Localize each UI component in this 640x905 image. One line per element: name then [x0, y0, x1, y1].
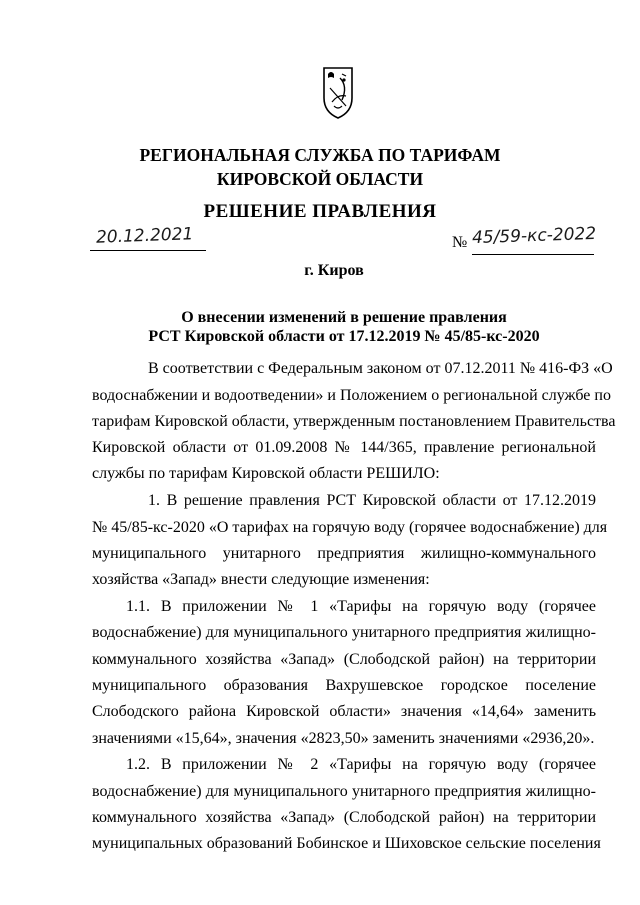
city: г. Киров [304, 262, 364, 279]
kirov-coat-of-arms-icon [320, 66, 356, 120]
body-line: тарифам Кировской области, утвержденным постановлением Правительства [92, 413, 616, 430]
date-underline [90, 250, 206, 251]
body-line: коммунального хозяйства «Запад» (Слободской район) на территории [92, 651, 596, 668]
body-line: № 45/85-кс-2020 «О тарифах на горячую воду (горячее водоснабжение) для [92, 519, 608, 536]
body-line: коммунального хозяйства «Запад» (Слободской район) на территории [92, 809, 596, 826]
organization-name [0, 143, 640, 191]
body-line: 1. В решение правления РСТ Кировской области от 17.12.2019 [148, 492, 596, 509]
body-line: водоснабжение) для муниципального унитарного предприятия жилищно- [92, 783, 596, 800]
subject-line-1: О внесении изменений в решение правления [181, 309, 507, 326]
number-underline [472, 254, 594, 255]
body-line: В соответствии с Федеральным законом от 07.12.2011 № 416-ФЗ «О [148, 360, 613, 377]
body-line: муниципального образования Вахрушевское городское поселение [92, 677, 596, 694]
body-line: 1.1. В приложении № 1 «Тарифы на горячую воду (горячее [126, 598, 596, 615]
body-line: Слободского района Кировской области» значения «14,64» заменить [92, 703, 596, 720]
org-line-2: КИРОВСКОЙ ОБЛАСТИ [216, 169, 424, 189]
body-line: водоснабжение) для муниципального унитарного предприятия жилищно- [92, 624, 596, 641]
subject-line-2: РСТ Кировской области от 17.12.2019 № 45/85-кс-2020 [148, 328, 540, 345]
decision-subject [0, 308, 640, 346]
document-title: РЕШЕНИЕ ПРАВЛЕНИЯ [203, 201, 437, 222]
body-line: муниципального унитарного предприятия жилищно-коммунального [92, 545, 596, 562]
body-line: значениями «15,64», значения «2823,50» заменить значениями «2936,20». [92, 730, 595, 747]
decision-date: 20.12.2021 [95, 224, 194, 248]
body-line: Кировской области от 01.09.2008 № 144/365, правление региональной [92, 439, 596, 456]
decision-number: 45/59-кс-2022 [471, 223, 597, 249]
body-line: муниципальных образований Бобинское и Шиховское сельские поселения [92, 835, 601, 852]
body-line: водоснабжении и водоотведении» и Положением о региональной службе по [92, 387, 611, 404]
org-line-1: РЕГИОНАЛЬНАЯ СЛУЖБА ПО ТАРИФАМ [139, 145, 501, 165]
body-line: хозяйства «Запад» внести следующие изменения: [92, 571, 430, 588]
number-sign: № [452, 234, 468, 251]
body-line: 1.2. В приложении № 2 «Тарифы на горячую воду (горячее [126, 756, 596, 773]
body-line: службы по тарифам Кировской области РЕШИЛО: [92, 465, 440, 482]
